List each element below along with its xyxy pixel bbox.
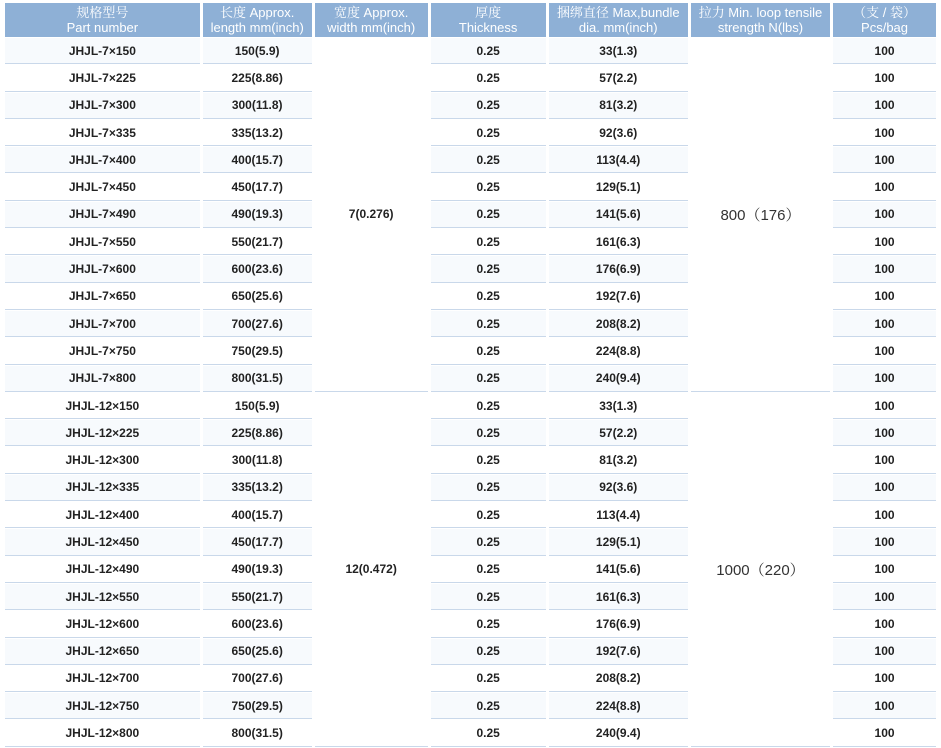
part-number-cell: JHJL-7×700 [5, 311, 200, 337]
pcs-per-bag-cell: 100 [833, 338, 936, 364]
thickness-cell: 0.25 [431, 311, 546, 337]
length-cell: 225(8.86) [203, 420, 312, 446]
pcs-per-bag-cell: 100 [833, 666, 936, 692]
part-number-cell: JHJL-12×750 [5, 693, 200, 719]
pcs-per-bag-cell: 100 [833, 393, 936, 419]
pcs-per-bag-cell: 100 [833, 65, 936, 91]
pcs-per-bag-cell: 100 [833, 557, 936, 583]
bundle-diameter-cell: 33(1.3) [549, 393, 688, 419]
tensile-strength-cell: 800（176） [691, 38, 830, 392]
header-thickness: 厚度 Thickness [431, 3, 546, 37]
pcs-per-bag-cell: 100 [833, 693, 936, 719]
pcs-per-bag-cell: 100 [833, 229, 936, 255]
thickness-cell: 0.25 [431, 475, 546, 501]
thickness-cell: 0.25 [431, 147, 546, 173]
thickness-cell: 0.25 [431, 284, 546, 310]
length-cell: 550(21.7) [203, 229, 312, 255]
bundle-diameter-cell: 57(2.2) [549, 420, 688, 446]
thickness-cell: 0.25 [431, 202, 546, 228]
spec-table [2, 2, 939, 748]
length-cell: 450(17.7) [203, 174, 312, 200]
thickness-cell: 0.25 [431, 174, 546, 200]
length-cell: 450(17.7) [203, 529, 312, 555]
bundle-diameter-cell: 224(8.8) [549, 693, 688, 719]
length-cell: 800(31.5) [203, 720, 312, 746]
part-number-cell: JHJL-12×490 [5, 557, 200, 583]
length-cell: 150(5.9) [203, 393, 312, 419]
length-cell: 490(19.3) [203, 202, 312, 228]
pcs-per-bag-cell: 100 [833, 366, 936, 392]
pcs-per-bag-cell: 100 [833, 420, 936, 446]
bundle-diameter-cell: 33(1.3) [549, 38, 688, 64]
pcs-per-bag-cell: 100 [833, 120, 936, 146]
part-number-cell: JHJL-12×600 [5, 611, 200, 637]
length-cell: 300(11.8) [203, 93, 312, 119]
bundle-diameter-cell: 176(6.9) [549, 611, 688, 637]
thickness-cell: 0.25 [431, 120, 546, 146]
part-number-cell: JHJL-12×225 [5, 420, 200, 446]
bundle-diameter-cell: 141(5.6) [549, 202, 688, 228]
bundle-diameter-cell: 208(8.2) [549, 666, 688, 692]
bundle-diameter-cell: 129(5.1) [549, 529, 688, 555]
part-number-cell: JHJL-7×400 [5, 147, 200, 173]
length-cell: 550(21.7) [203, 584, 312, 610]
part-number-cell: JHJL-7×750 [5, 338, 200, 364]
thickness-cell: 0.25 [431, 693, 546, 719]
thickness-cell: 0.25 [431, 229, 546, 255]
bundle-diameter-cell: 224(8.8) [549, 338, 688, 364]
pcs-per-bag-cell: 100 [833, 720, 936, 746]
thickness-cell: 0.25 [431, 502, 546, 528]
pcs-per-bag-cell: 100 [833, 147, 936, 173]
part-number-cell: JHJL-12×450 [5, 529, 200, 555]
pcs-per-bag-cell: 100 [833, 584, 936, 610]
header-part-number: 规格型号 Part number [5, 3, 200, 37]
part-number-cell: JHJL-7×225 [5, 65, 200, 91]
thickness-cell: 0.25 [431, 584, 546, 610]
part-number-cell: JHJL-12×335 [5, 475, 200, 501]
part-number-cell: JHJL-7×335 [5, 120, 200, 146]
pcs-per-bag-cell: 100 [833, 311, 936, 337]
header-pcs-per-bag: （支 / 袋） Pcs/bag [833, 3, 936, 37]
thickness-cell: 0.25 [431, 557, 546, 583]
header-width: 宽度 Approx. width mm(inch) [315, 3, 428, 37]
table-row [5, 38, 936, 64]
bundle-diameter-cell: 192(7.6) [549, 639, 688, 665]
pcs-per-bag-cell: 100 [833, 256, 936, 282]
width-cell: 12(0.472) [315, 393, 428, 747]
bundle-diameter-cell: 81(3.2) [549, 93, 688, 119]
thickness-cell: 0.25 [431, 366, 546, 392]
bundle-diameter-cell: 92(3.6) [549, 120, 688, 146]
length-cell: 650(25.6) [203, 284, 312, 310]
thickness-cell: 0.25 [431, 611, 546, 637]
pcs-per-bag-cell: 100 [833, 38, 936, 64]
part-number-cell: JHJL-7×300 [5, 93, 200, 119]
thickness-cell: 0.25 [431, 93, 546, 119]
pcs-per-bag-cell: 100 [833, 93, 936, 119]
bundle-diameter-cell: 141(5.6) [549, 557, 688, 583]
thickness-cell: 0.25 [431, 420, 546, 446]
pcs-per-bag-cell: 100 [833, 502, 936, 528]
length-cell: 225(8.86) [203, 65, 312, 91]
length-cell: 650(25.6) [203, 639, 312, 665]
length-cell: 750(29.5) [203, 693, 312, 719]
thickness-cell: 0.25 [431, 65, 546, 91]
pcs-per-bag-cell: 100 [833, 447, 936, 473]
bundle-diameter-cell: 113(4.4) [549, 502, 688, 528]
bundle-diameter-cell: 92(3.6) [549, 475, 688, 501]
part-number-cell: JHJL-12×550 [5, 584, 200, 610]
bundle-diameter-cell: 161(6.3) [549, 229, 688, 255]
thickness-cell: 0.25 [431, 639, 546, 665]
pcs-per-bag-cell: 100 [833, 611, 936, 637]
part-number-cell: JHJL-12×150 [5, 393, 200, 419]
bundle-diameter-cell: 57(2.2) [549, 65, 688, 91]
length-cell: 150(5.9) [203, 38, 312, 64]
length-cell: 750(29.5) [203, 338, 312, 364]
part-number-cell: JHJL-7×450 [5, 174, 200, 200]
bundle-diameter-cell: 176(6.9) [549, 256, 688, 282]
part-number-cell: JHJL-7×490 [5, 202, 200, 228]
bundle-diameter-cell: 113(4.4) [549, 147, 688, 173]
part-number-cell: JHJL-12×300 [5, 447, 200, 473]
part-number-cell: JHJL-7×650 [5, 284, 200, 310]
table-row [5, 393, 936, 419]
length-cell: 300(11.8) [203, 447, 312, 473]
thickness-cell: 0.25 [431, 447, 546, 473]
length-cell: 600(23.6) [203, 256, 312, 282]
thickness-cell: 0.25 [431, 720, 546, 746]
length-cell: 700(27.6) [203, 666, 312, 692]
bundle-diameter-cell: 81(3.2) [549, 447, 688, 473]
bundle-diameter-cell: 192(7.6) [549, 284, 688, 310]
bundle-diameter-cell: 161(6.3) [549, 584, 688, 610]
length-cell: 700(27.6) [203, 311, 312, 337]
bundle-diameter-cell: 208(8.2) [549, 311, 688, 337]
pcs-per-bag-cell: 100 [833, 639, 936, 665]
header-length: 长度 Approx. length mm(inch) [203, 3, 312, 37]
pcs-per-bag-cell: 100 [833, 529, 936, 555]
header-tensile-strength: 拉力 Min. loop tensile strength N(lbs) [691, 3, 830, 37]
pcs-per-bag-cell: 100 [833, 174, 936, 200]
bundle-diameter-cell: 240(9.4) [549, 720, 688, 746]
part-number-cell: JHJL-12×700 [5, 666, 200, 692]
length-cell: 400(15.7) [203, 502, 312, 528]
bundle-diameter-cell: 129(5.1) [549, 174, 688, 200]
spec-table-body [5, 38, 936, 747]
length-cell: 335(13.2) [203, 120, 312, 146]
thickness-cell: 0.25 [431, 666, 546, 692]
thickness-cell: 0.25 [431, 256, 546, 282]
part-number-cell: JHJL-7×800 [5, 366, 200, 392]
thickness-cell: 0.25 [431, 38, 546, 64]
length-cell: 600(23.6) [203, 611, 312, 637]
part-number-cell: JHJL-7×550 [5, 229, 200, 255]
bundle-diameter-cell: 240(9.4) [549, 366, 688, 392]
part-number-cell: JHJL-12×800 [5, 720, 200, 746]
length-cell: 400(15.7) [203, 147, 312, 173]
width-cell: 7(0.276) [315, 38, 428, 392]
part-number-cell: JHJL-7×150 [5, 38, 200, 64]
tensile-strength-cell: 1000（220） [691, 393, 830, 747]
length-cell: 800(31.5) [203, 366, 312, 392]
pcs-per-bag-cell: 100 [833, 202, 936, 228]
pcs-per-bag-cell: 100 [833, 475, 936, 501]
length-cell: 490(19.3) [203, 557, 312, 583]
pcs-per-bag-cell: 100 [833, 284, 936, 310]
part-number-cell: JHJL-12×400 [5, 502, 200, 528]
thickness-cell: 0.25 [431, 338, 546, 364]
length-cell: 335(13.2) [203, 475, 312, 501]
part-number-cell: JHJL-7×600 [5, 256, 200, 282]
header-bundle-diameter: 捆绑直径 Max,bundle dia. mm(inch) [549, 3, 688, 37]
part-number-cell: JHJL-12×650 [5, 639, 200, 665]
thickness-cell: 0.25 [431, 529, 546, 555]
thickness-cell: 0.25 [431, 393, 546, 419]
header-row [5, 3, 936, 37]
